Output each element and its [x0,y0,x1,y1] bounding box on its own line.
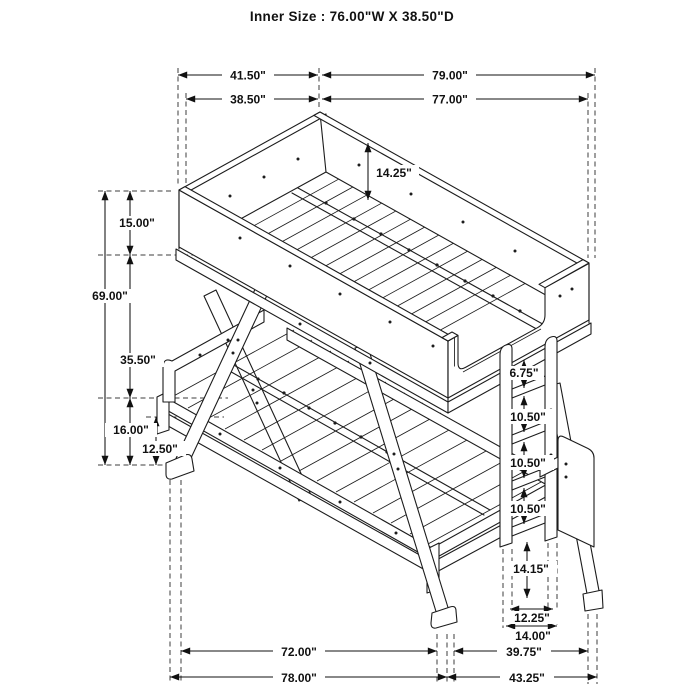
dim-label-ladder-outer-width: 14.00" [515,629,551,643]
dim-label-bottom-outer-left: 78.00" [281,671,317,685]
dim-label-top-outer-left: 41.50" [230,68,266,83]
dim-label-ladder-top-spacing: 6.75" [509,366,539,380]
dim-label-floor-clearance: 12.50" [142,442,178,456]
dim-label-overall-height: 69.00" [92,289,128,303]
dim-label-top-outer-right: 79.00" [432,68,468,83]
dim-label-bottom-inner-left: 72.00" [281,645,317,659]
dim-label-ladder-bottom-height: 14.15" [513,562,549,576]
dim-label-bottom-outer-right: 43.25" [509,671,545,685]
dim-label-upper-rail-height: 15.00" [119,216,155,230]
guard-panel [558,436,594,547]
dim-label-bottom-inner-right: 39.75" [506,645,542,659]
dim-label-bunk-gap: 35.50" [120,353,156,367]
dim-label-top-inner-right: 77.00" [432,92,468,107]
dim-label-upper-inner-depth: 14.25" [376,166,412,180]
drawing-title: Inner Size : 76.00"W X 38.50"D [249,9,455,24]
dim-label-ladder-inner-width: 12.25" [514,611,550,625]
dim-label-ladder-spacing-1: 10.50" [510,410,546,424]
dim-label-ladder-spacing-3: 10.50" [510,502,546,516]
dim-label-lower-section-height: 16.00" [113,423,149,437]
back-right-leg-foot [583,590,603,611]
dim-label-ladder-spacing-2: 10.50" [510,456,546,470]
dim-label-top-inner-left: 38.50" [230,92,266,107]
